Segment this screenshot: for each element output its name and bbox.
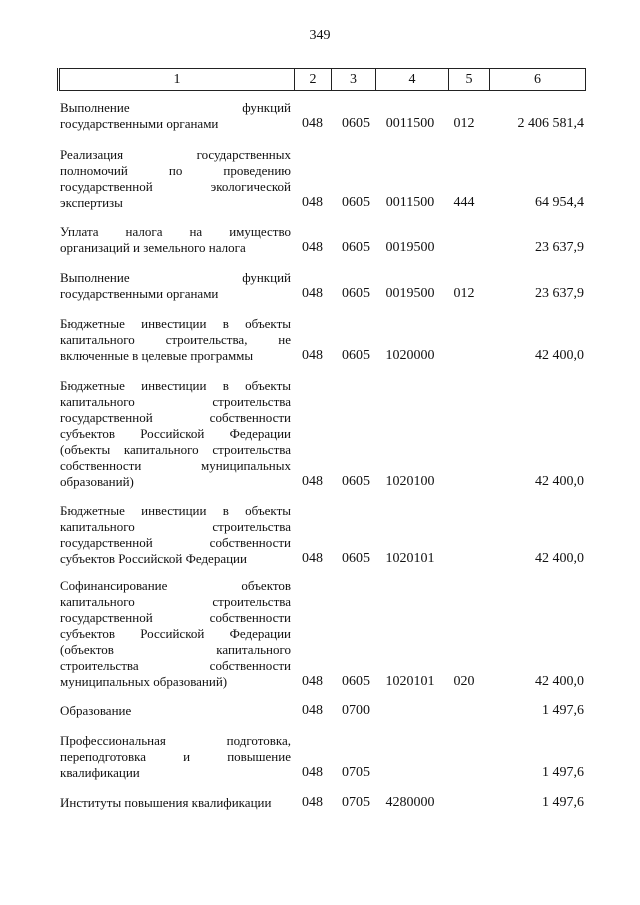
target-article-code: 0011500	[385, 116, 435, 131]
section-code: 0605	[342, 195, 370, 210]
amount: 1 497,6	[542, 703, 584, 718]
department-code: 048	[302, 116, 323, 131]
expense-type-code: 012	[453, 286, 475, 301]
description-line: субъектов Российской Федерации	[60, 626, 291, 641]
section-code: 0700	[342, 703, 370, 718]
description-line: государственной собственности	[60, 610, 291, 625]
department-code: 048	[302, 286, 323, 301]
amount: 42 400,0	[535, 674, 584, 689]
target-article-code: 0011500	[385, 195, 435, 210]
description-line: субъектов Российской Федерации	[60, 551, 247, 566]
section-code: 0605	[342, 474, 370, 489]
page-number: 349	[309, 28, 331, 43]
row-description	[60, 578, 291, 690]
description-line: субъектов Российской Федерации	[60, 426, 291, 441]
section-code: 0605	[342, 348, 370, 363]
amount: 42 400,0	[535, 474, 584, 489]
table-row	[57, 795, 586, 811]
description-line: (объектов капитального	[60, 642, 291, 657]
department-code: 048	[302, 240, 323, 255]
row-description	[60, 224, 291, 256]
description-line: капитального строительства	[60, 594, 291, 609]
expense-type-code: 020	[453, 674, 475, 689]
row-description	[60, 270, 291, 302]
description-line: Профессиональная подготовка,	[60, 733, 291, 748]
description-line: Бюджетные инвестиции в объекты	[60, 503, 291, 518]
amount: 42 400,0	[535, 551, 584, 566]
section-code: 0605	[342, 674, 370, 689]
row-description	[60, 378, 291, 490]
description-line: собственности муниципальных	[60, 458, 291, 473]
column-header-4: 4	[376, 69, 449, 91]
column-header-3: 3	[332, 69, 376, 91]
description-line: экспертизы	[60, 195, 123, 210]
description-line: Институты повышения квалификации	[60, 795, 272, 810]
description-line: капитального строительства	[60, 519, 291, 534]
department-code: 048	[302, 765, 323, 780]
section-code: 0705	[342, 765, 370, 780]
description-line: государственными органами	[60, 286, 219, 301]
column-header-1: 1	[59, 69, 295, 91]
description-line: (объекты капитального строительства	[60, 442, 291, 457]
description-line: государственной собственности	[60, 410, 291, 425]
description-line: Софинансирование объектов	[60, 578, 291, 593]
description-line: Реализация государственных	[60, 147, 291, 162]
section-code: 0605	[342, 286, 370, 301]
table-row	[57, 147, 586, 211]
description-line: включенные в целевые программы	[60, 348, 254, 363]
row-description	[60, 503, 291, 567]
row-description	[60, 795, 291, 811]
description-line: Уплата налога на имущество	[60, 224, 291, 239]
description-line: квалификации	[60, 765, 140, 780]
table-row	[57, 703, 586, 719]
amount: 23 637,9	[535, 240, 584, 255]
row-description	[60, 316, 291, 364]
column-header-2: 2	[295, 69, 332, 91]
department-code: 048	[302, 348, 323, 363]
table-row	[57, 270, 586, 302]
department-code: 048	[302, 551, 323, 566]
section-code: 0705	[342, 795, 370, 810]
row-description	[60, 703, 291, 719]
column-header-6: 6	[490, 69, 586, 91]
section-code: 0605	[342, 551, 370, 566]
target-article-code: 1020101	[385, 674, 435, 689]
description-line: капитального строительства	[60, 394, 291, 409]
expense-type-code: 444	[453, 195, 475, 210]
description-line: образований)	[60, 474, 134, 489]
target-article-code: 0019500	[385, 286, 435, 301]
department-code: 048	[302, 674, 323, 689]
description-line: муниципальных образований)	[60, 674, 228, 689]
amount: 1 497,6	[542, 795, 584, 810]
column-header-5: 5	[449, 69, 490, 91]
description-line: Бюджетные инвестиции в объекты	[60, 378, 291, 393]
amount: 64 954,4	[535, 195, 584, 210]
description-line: Выполнение функций	[60, 100, 291, 115]
description-line: организаций и земельного налога	[60, 240, 246, 255]
target-article-code: 1020100	[385, 474, 435, 489]
column-header-row	[59, 69, 586, 91]
target-article-code: 1020101	[385, 551, 435, 566]
description-line: Образование	[60, 703, 132, 718]
department-code: 048	[302, 795, 323, 810]
description-line: государственной собственности	[60, 535, 291, 550]
description-line: Выполнение функций	[60, 270, 291, 285]
department-code: 048	[302, 703, 323, 718]
description-line: Бюджетные инвестиции в объекты	[60, 316, 291, 331]
target-article-code: 4280000	[385, 795, 435, 810]
table-row	[57, 224, 586, 256]
table-row	[57, 578, 586, 690]
table-row	[57, 503, 586, 567]
table-row	[57, 100, 586, 132]
target-article-code: 0019500	[385, 240, 435, 255]
department-code: 048	[302, 474, 323, 489]
column-header-table	[57, 68, 586, 91]
target-article-code: 1020000	[385, 348, 435, 363]
department-code: 048	[302, 195, 323, 210]
row-description	[60, 100, 291, 132]
section-code: 0605	[342, 116, 370, 131]
description-line: государственными органами	[60, 116, 219, 131]
expense-type-code: 012	[453, 116, 475, 131]
amount: 2 406 581,4	[517, 116, 584, 131]
description-line: капитального строительства, не	[60, 332, 291, 347]
amount: 23 637,9	[535, 286, 584, 301]
table-row	[57, 733, 586, 781]
description-line: строительства собственности	[60, 658, 291, 673]
table-row	[57, 316, 586, 364]
description-line: полномочий по проведению	[60, 163, 291, 178]
row-description	[60, 147, 291, 211]
description-line: переподготовка и повышение	[60, 749, 291, 764]
amount: 42 400,0	[535, 348, 584, 363]
section-code: 0605	[342, 240, 370, 255]
table-row	[57, 378, 586, 490]
amount: 1 497,6	[542, 765, 584, 780]
description-line: государственной экологической	[60, 179, 291, 194]
row-description	[60, 733, 291, 781]
